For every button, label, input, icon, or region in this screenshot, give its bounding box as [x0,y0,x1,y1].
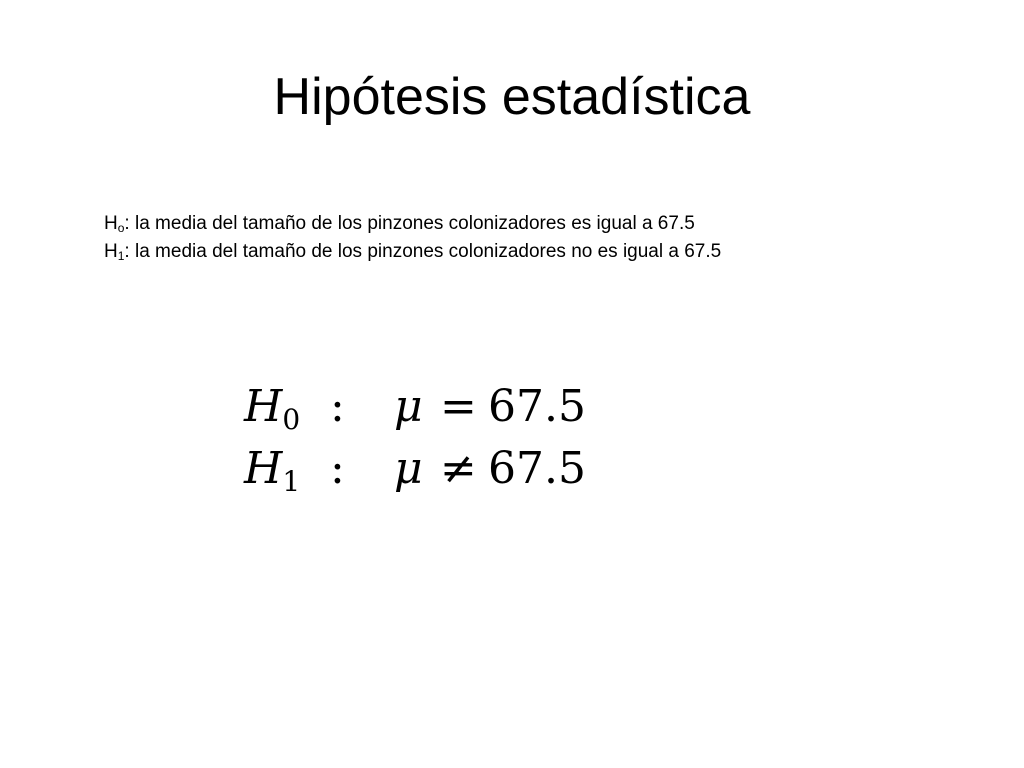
formula-row-alternative [244,440,604,502]
alternative-hypothesis-line [104,238,721,266]
formula-variable-letter: H [244,443,283,494]
formula-value: 67.5 [488,381,586,432]
formula-variable-letter: H [244,381,283,432]
formula-mu: μ [394,381,423,432]
formula-variable [244,440,300,498]
hypothesis-formula [244,378,604,502]
formula-variable-subscript: 1 [282,465,301,498]
formula-colon: : [330,381,345,432]
formula-mu: μ [394,443,423,494]
hypothesis-label: H [104,213,118,234]
formula-variable-subscript: 0 [282,403,301,436]
hypotheses-text [104,210,721,266]
hypothesis-subscript: o [117,221,125,235]
hypothesis-subscript: 1 [117,249,125,263]
formula-row-null [244,378,604,440]
null-hypothesis-line [104,210,721,238]
hypothesis-label: H [104,241,118,262]
formula-equals: = [440,381,477,432]
hypothesis-text: : la media del tamaño de los pinzones colonizadores no es igual a 67.5 [124,241,722,262]
formula-value: 67.5 [488,443,586,494]
formula-not-equals: ≠ [440,443,477,494]
hypothesis-text: : la media del tamaño de los pinzones colonizadores es igual a 67.5 [124,213,695,234]
formula-variable [244,378,300,436]
slide-title: Hipótesis estadística [273,68,751,126]
formula-colon: : [330,443,345,494]
